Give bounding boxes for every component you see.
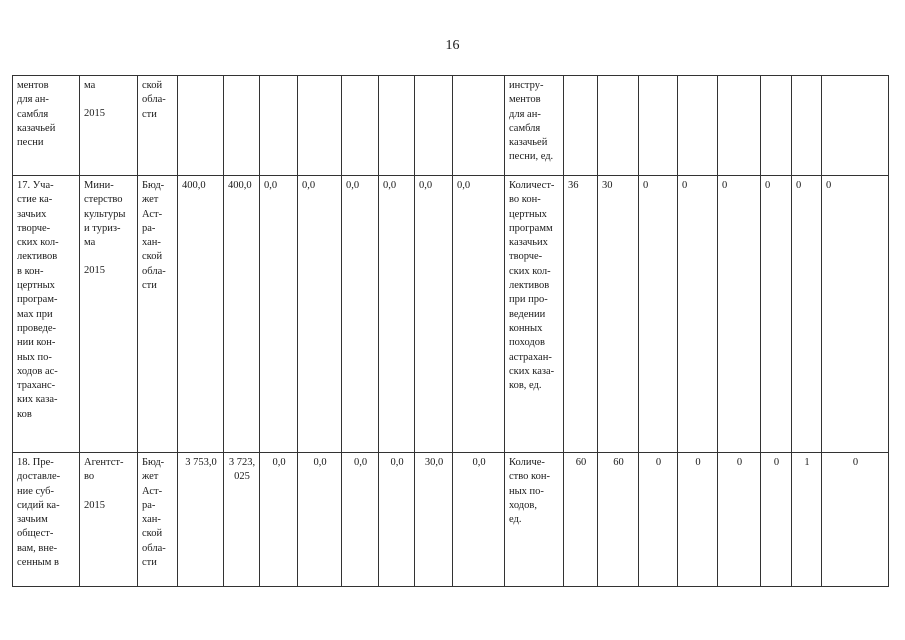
page-number: 16 (445, 38, 460, 53)
value-cell: 0,0 (298, 453, 342, 587)
value-cell: 0,0 (379, 453, 415, 587)
value-cell: 0,0 (342, 453, 379, 587)
program-table (12, 75, 889, 587)
executor-cell: Мини- стерство культуры и туриз- ма 2015 (80, 176, 138, 453)
target-cell: 0 (639, 453, 678, 587)
value-cell: 0,0 (342, 176, 379, 453)
target-cell (761, 76, 792, 176)
target-cell: 0 (761, 176, 792, 453)
value-cell: 0,0 (415, 176, 453, 453)
target-cell: 0 (678, 453, 718, 587)
executor-cell: ма 2015 (80, 76, 138, 176)
target-cell: 30 (598, 176, 639, 453)
target-cell: 60 (564, 453, 598, 587)
indicator-cell: Количест- во кон- цертных программ казачьих творче- ских кол- лективов при про- ведении конных походов астрахан- ских каза- ков, ед. (505, 176, 564, 453)
table-row (13, 453, 889, 587)
target-cell: 0 (718, 453, 761, 587)
value-cell: 0,0 (260, 453, 298, 587)
value-cell: 0,0 (298, 176, 342, 453)
value-cell: 400,0 (178, 176, 224, 453)
target-cell: 0 (822, 453, 889, 587)
target-cell (822, 76, 889, 176)
target-cell (639, 76, 678, 176)
measure-name-cell: 18. Пре- доставле- ние суб- сидий ка- зачьим общест- вам, вне- сенным в (13, 453, 80, 587)
value-cell (342, 76, 379, 176)
measure-name-cell: 17. Уча- стие ка- зачьих творче- ских кол- лективов в кон- цертных програм- мах при проведе- нии кон- ных по- ходов ас- траханс- ких каза- ков (13, 176, 80, 453)
value-cell: 3 723, 025 (224, 453, 260, 587)
value-cell (178, 76, 224, 176)
indicator-cell: Количе- ство кон- ных по- ходов, ед. (505, 453, 564, 587)
target-cell: 0 (718, 176, 761, 453)
value-cell (260, 76, 298, 176)
value-cell: 3 753,0 (178, 453, 224, 587)
table-row (13, 76, 889, 176)
value-cell: 0,0 (260, 176, 298, 453)
target-cell: 1 (792, 453, 822, 587)
value-cell: 400,0 (224, 176, 260, 453)
value-cell: 0,0 (453, 176, 505, 453)
value-cell (415, 76, 453, 176)
funding-source-cell: Бюд- жет Аст- ра- хан- ской обла- сти (138, 453, 178, 587)
target-cell: 0 (761, 453, 792, 587)
target-cell: 0 (822, 176, 889, 453)
value-cell (379, 76, 415, 176)
target-cell (678, 76, 718, 176)
target-cell: 0 (639, 176, 678, 453)
target-cell: 36 (564, 176, 598, 453)
target-cell: 0 (678, 176, 718, 453)
indicator-cell: инстру- ментов для ан- самбля казачьей песни, ед. (505, 76, 564, 176)
measure-name-cell: ментов для ан- самбля казачьей песни (13, 76, 80, 176)
executor-cell: Агентст- во 2015 (80, 453, 138, 587)
value-cell: 0,0 (453, 453, 505, 587)
target-cell: 60 (598, 453, 639, 587)
funding-source-cell: Бюд- жет Аст- ра- хан- ской обла- сти (138, 176, 178, 453)
target-cell (598, 76, 639, 176)
value-cell (224, 76, 260, 176)
target-cell: 0 (792, 176, 822, 453)
funding-source-cell: ской обла- сти (138, 76, 178, 176)
target-cell (792, 76, 822, 176)
value-cell (453, 76, 505, 176)
target-cell (564, 76, 598, 176)
table-row (13, 176, 889, 453)
value-cell (298, 76, 342, 176)
target-cell (718, 76, 761, 176)
value-cell: 30,0 (415, 453, 453, 587)
value-cell: 0,0 (379, 176, 415, 453)
